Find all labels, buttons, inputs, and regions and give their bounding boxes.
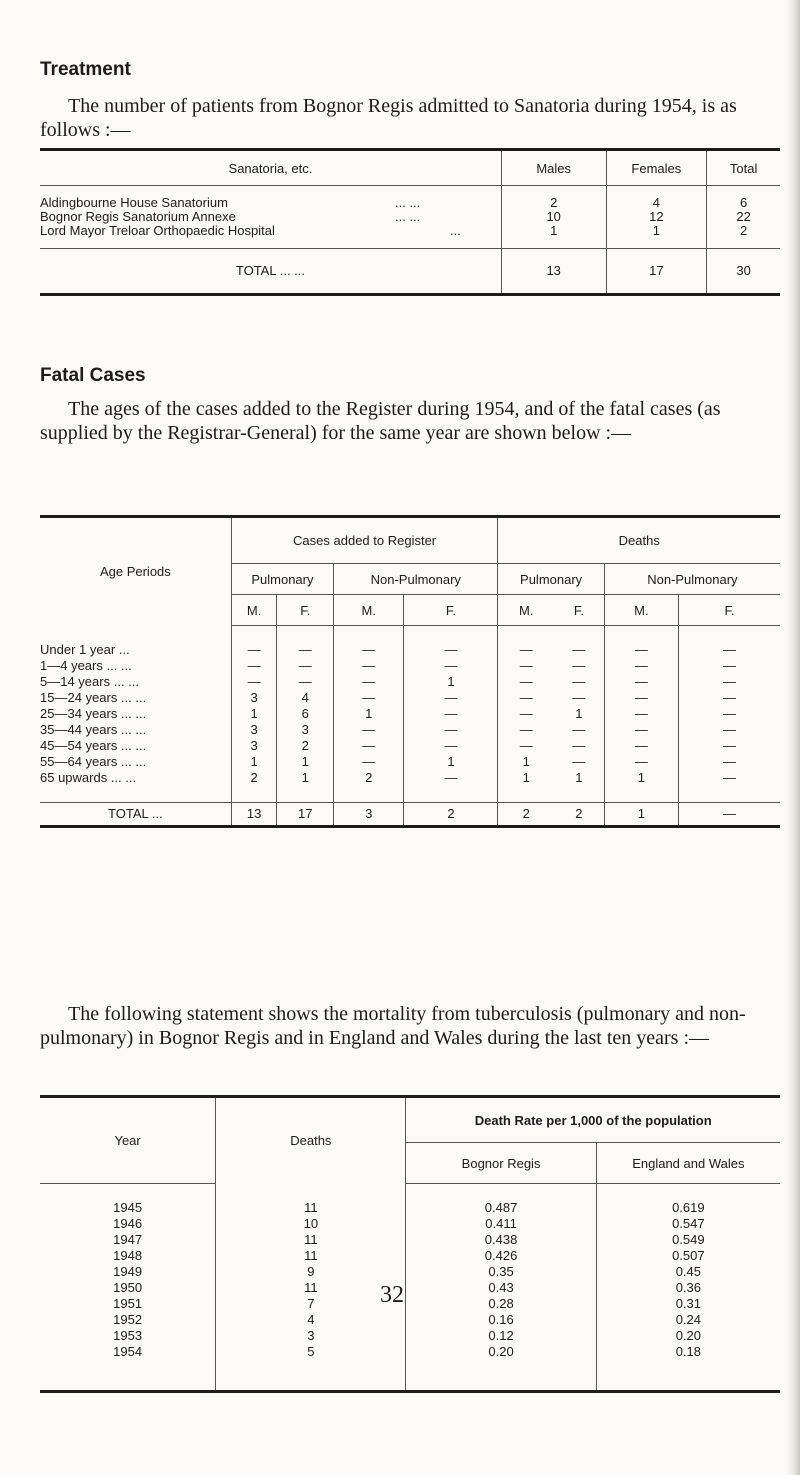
table-row: 1952 4 0.16 0.24 [40,1312,780,1328]
table-row: 1954 5 0.20 0.18 [40,1344,780,1360]
treatment-heading: Treatment [40,59,131,80]
table-row: 1945 11 0.487 0.619 [40,1200,780,1216]
header-year: Year [114,1133,141,1148]
header-deaths: Deaths [216,1097,406,1184]
header-males: Males [501,150,606,186]
header-sanatoria: Sanatoria, etc. [40,150,501,186]
table-row: Lord Mayor Treloar Orthopaedic Hospital ... 1 1 2 [40,224,780,238]
table-row: 1951 7 0.28 0.31 [40,1296,780,1312]
header-total: Total [707,150,780,186]
table-row: 25—34 years ... ... 1 6 1 — — 1 — — [40,706,780,722]
table-row: 1949 9 0.35 0.45 [40,1264,780,1280]
table-row: 1946 10 0.411 0.547 [40,1216,780,1232]
table-row: 35—44 years ... ... 3 3 — — — — — — [40,722,780,738]
fatal-heading: Fatal Cases [40,365,146,386]
table-row: 45—54 years ... ... 3 2 — — — — — — [40,738,780,754]
mortality-table [40,1095,780,1393]
total-row: TOTAL ... ... 13 17 30 [40,249,780,295]
table-row: 15—24 years ... ... 3 4 — — — — — — [40,690,780,706]
header-added-non-pulmonary: Non-Pulmonary [334,564,498,595]
table-row: Bognor Regis Sanatorium Annexe ... ... 10 12 22 [40,210,780,224]
table-row: 1—4 years ... ... — — — — — — — — [40,658,780,674]
mortality-intro: The following statement shows the mortality from tuberculosis (pulmonary and non-pulmonary) in Bognor Regis and in England and Wales during the last ten years :— [40,1003,746,1049]
header-england-wales: England and Wales [596,1143,780,1184]
fatal-intro: The ages of the cases added to the Register during 1954, and of the fatal cases (as supplied by the Registrar-General) for the same year are shown below :— [40,398,721,444]
header-deaths: Deaths [498,517,780,564]
header-cases-added: Cases added to Register [231,517,498,564]
header-deaths-non-pulmonary: Non-Pulmonary [604,564,780,595]
total-row: TOTAL ... 13 17 3 2 2 2 1 — [40,803,780,827]
page-number: 32 [380,1282,404,1308]
treatment-intro: The number of patients from Bognor Regis admitted to Sanatoria during 1954, is as follows :— [40,95,737,141]
header-added-pulmonary: Pulmonary [231,564,333,595]
table-row: 1947 11 0.438 0.549 [40,1232,780,1248]
fatal-cases-table: Age Periods Cases added to Register Deaths Pulmonary Non-Pulmonary Pulmonary Non-Pulmonary M. F. M. F. M. F. M. F. Under 1 year ... — — — — — — — — 1—4 years ... ... — — — — — — — — 5—14 years ... ... — — — 1 — — — — 15—24 years ... ... 3 4 — — — — — — 25—34 years ... ... 1 6 1 — — 1 — — 35—44 years ... ... 3 3 — — — — — — 45—54 years ... ... 3 2 — — — — — — 55—64 years ... ... 1 1 — 1 1 — — — 65 upwards ... ... 2 1 2 — 1 1 1 — TOTAL ... 13 17 3 2 2 2 1 — [40,515,780,828]
page-edge-shadow [786,0,800,1475]
header-females: Females [606,150,707,186]
table-row: 1948 11 0.426 0.507 [40,1248,780,1264]
table-row: 1950 11 0.43 0.36 [40,1280,780,1296]
table-row: 5—14 years ... ... — — — 1 — — — — [40,674,780,690]
table-row: 55—64 years ... ... 1 1 — 1 1 — — — [40,754,780,770]
header-death-rate: Death Rate per 1,000 of the population [406,1097,780,1143]
table-row: Under 1 year ... — — — — — — — — [40,642,780,658]
table-row: Aldingbourne House Sanatorium ... ... 2 4 6 [40,196,780,210]
header-age-periods: Age Periods [99,564,171,580]
header-bognor-regis: Bognor Regis [406,1143,596,1184]
table-row: 1953 3 0.12 0.20 [40,1328,780,1344]
sanatoria-table [40,148,780,296]
header-deaths-pulmonary: Pulmonary [498,564,604,595]
table-row: 65 upwards ... ... 2 1 2 — 1 1 1 — [40,770,780,786]
